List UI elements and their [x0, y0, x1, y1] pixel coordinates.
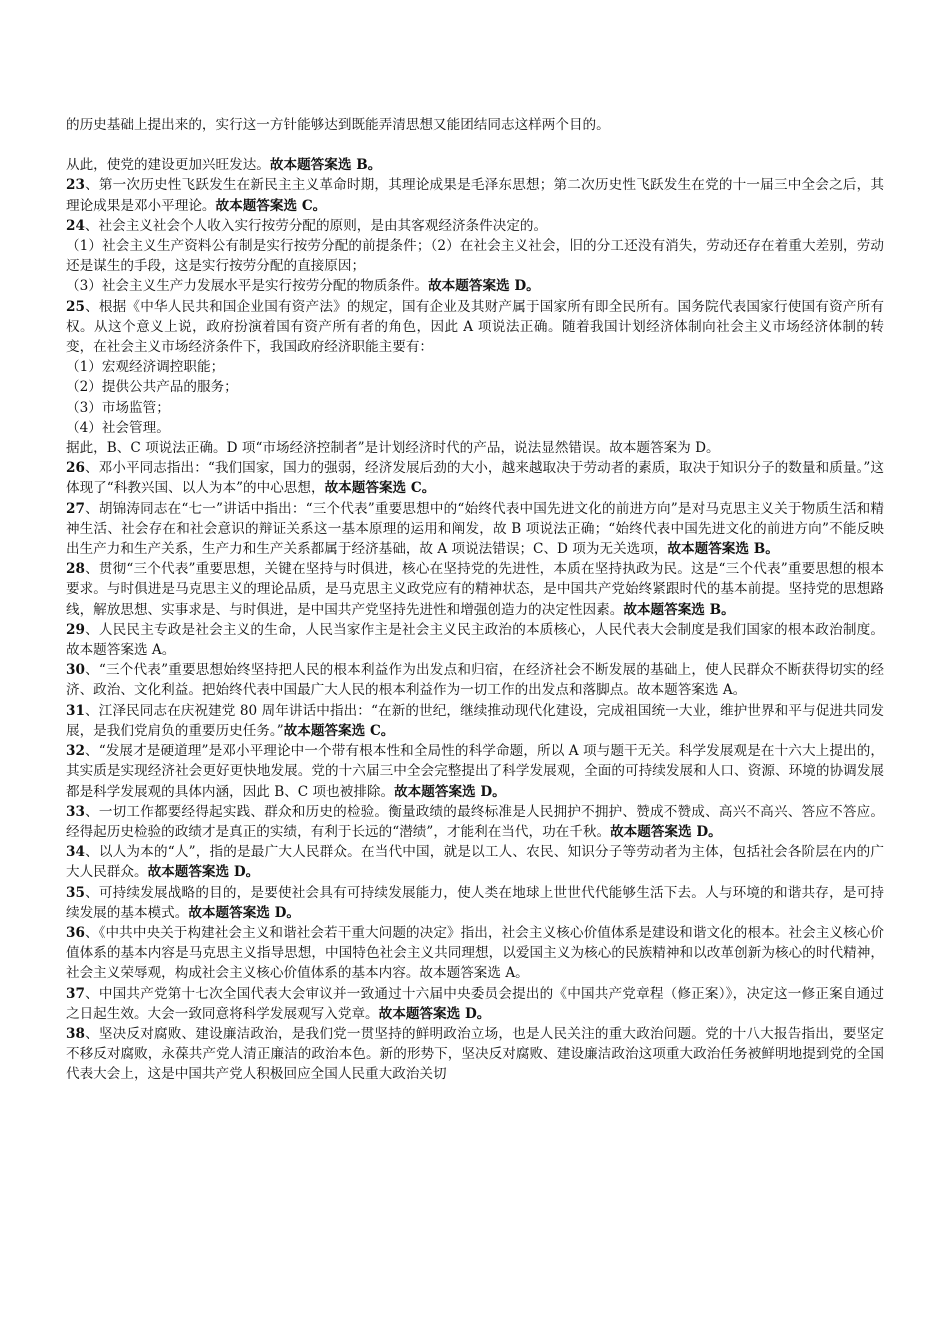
document-page: [66, 115, 884, 1085]
question-32: 32、“发展才是硬道理”是邓小平理论中一个带有根本性和全局性的科学命题，所以 A 项与题干无关。科学发展观是在十六大上提出的，其实质是实现经济社会更好更快地发展。党的十六届三中全会完整提出了科学发展观，全面的可持续发展和人口、资源、环境的协调发展都是科学发展观的具体内涵，因此 B、C 项也被排除。故本题答案选 D。: [66, 743, 884, 800]
question-number: 37: [66, 985, 85, 1002]
question-25-conclusion: 据此，B、C 项说法正确。D 项“市场经济控制者”是计划经济时代的产品，说法显然错误。故本题答案为 D。: [66, 440, 720, 457]
question-number: 26: [66, 460, 85, 477]
answer-text: 故本题答案选 D。: [147, 864, 260, 881]
answer-text: 故本题答案选 D。: [188, 904, 301, 921]
intro-line: 的历史基础上提出来的，实行这一方针能够达到既能弄清思想又能团结同志这样两个目的。: [66, 117, 610, 133]
question-24: 24、社会主义社会个人收入实行按劳分配的原则，是由其客观经济条件决定的。: [66, 217, 548, 234]
question-23: 23、第一次历史性飞跃发生在新民主主义革命时期，其理论成果是毛泽东思想；第二次历史性飞跃发生在党的十一届三中全会之后，其理论成果是邓小平理论。故本题答案选 C。: [66, 177, 884, 214]
question-25: 25、根据《中华人民共和国企业国有资产法》的规定，国有企业及其财产属于国家所有即全民所有。国务院代表国家行使国有资产所有权。从这个意义上说，政府扮演着国有资产所有者的角色，因此 A 项说法正确。随着我国计划经济体制向社会主义市场经济体制的转变，在社会主义市场经济条件下，我国政府经济职能主要有：: [66, 298, 884, 356]
answer-text: 故本题答案选 C。: [324, 480, 436, 497]
question-34: 34、以人为本的“人”，指的是最广大人民群众。在当代中国，就是以工人、农民、知识分子等劳动者为主体，包括社会各阶层在内的广大人民群众。故本题答案选 D。: [66, 844, 884, 881]
question-number: 30: [66, 662, 85, 679]
question-35: 35、可持续发展战略的目的，是要使社会具有可持续发展能力，使人类在地球上世世代代能够生活下去。人与环境的和谐共存，是可持续发展的基本模式。故本题答案选 D。: [66, 884, 884, 921]
question-number: 29: [66, 621, 85, 638]
answer-text: 故本题答案选 B。: [623, 601, 735, 618]
answer-text: 故本题答案选 B。: [269, 157, 382, 174]
question-29: 29、人民民主专政是社会主义的生命，人民当家作主是社会主义民主政治的本质核心，人民代表大会制度是我们国家的根本政治制度。故本题答案选 A。: [66, 621, 884, 659]
question-number: 23: [66, 177, 85, 194]
answer-text: 故本题答案选 C。: [215, 197, 327, 214]
question-27: 27、胡锦涛同志在“七一”讲话中指出：“三个代表”重要思想中的“始终代表中国先进文化的前进方向”是对马克思主义关于物质生活和精神生活、社会存在和社会意识的辩证关系这一基本原理的运用和阐发，故 B 项说法正确；“始终代表中国先进文化的前进方向”不能反映出生产力和生产关系，生产力和生产关系都属于经济基础，故 A 项说法错误；C、D 项为无关选项，故本题答案选 B。: [66, 500, 884, 558]
question-number: 33: [66, 803, 85, 820]
blank-line: [66, 135, 884, 155]
question-33: 33、一切工作都要经得起实践、群众和历史的检验。衡量政绩的最终标准是人民拥护不拥护、赞成不赞成、高兴不高兴、答应不答应。经得起历史检验的政绩才是真正的实绩，有利于长远的“潜绩”，才能利在当代，功在千秋。故本题答案选 D。: [66, 803, 884, 840]
question-number: 31: [66, 702, 85, 719]
answer-text: 故本题答案选 D。: [378, 1005, 491, 1022]
question-number: 34: [66, 844, 85, 861]
question-24-item: （1）社会主义生产资料公有制是实行按劳分配的前提条件；（2）在社会主义社会，旧的分工还没有消失，劳动还存在着重大差别，劳动还是谋生的手段，这是实行按劳分配的直接原因；: [66, 238, 884, 275]
question-31: 31、江泽民同志在庆祝建党 80 周年讲话中指出：“在新的世纪，继续推动现代化建设，完成祖国统一大业，维护世界和平与促进共同发展，是我们党肩负的重要历史任务。”故本题答案选 C。: [66, 702, 884, 739]
question-38: 38、坚决反对腐败、建设廉洁政治，是我们党一贯坚持的鲜明政治立场，也是人民关注的重大政治问题。党的十八大报告指出，要坚定不移反对腐败，永葆共产党人清正廉洁的政治本色。新的形势下，坚决反对腐败、建设廉洁政治这项重大政治任务被鲜明地提到党的全国代表大会上，这是中国共产党人积极回应全国人民重大政治关切: [66, 1025, 884, 1083]
question-26: 26、邓小平同志指出：“我们国家，国力的强弱，经济发展后劲的大小，越来越取决于劳动者的素质，取决于知识分子的数量和质量。”这体现了“科教兴国、以人为本”的中心思想，故本题答案选 C。: [66, 460, 884, 497]
question-number: 28: [66, 561, 85, 578]
question-number: 24: [66, 217, 85, 234]
question-25-item: （1）宏观经济调控职能；: [66, 359, 225, 376]
answer-text: 故本题答案选 C。: [283, 722, 395, 739]
question-number: 27: [66, 500, 85, 517]
question-number: 35: [66, 884, 85, 901]
question-number: 36: [66, 924, 85, 941]
answer-text: 故本题答案选 B。: [667, 541, 779, 558]
question-36: 36、《中共中央关于构建社会主义和谐社会若干重大问题的决定》指出，社会主义核心价值体系是建设和谐文化的根本。社会主义核心价值体系的基本内容是马克思主义指导思想，中国特色社会主义共同理想，以爱国主义为核心的民族精神和以改革创新为核心的时代精神，社会主义荣辱观，构成社会主义核心价值体系的基本内容。故本题答案选 A。: [66, 924, 884, 982]
question-number: 25: [66, 298, 85, 315]
answer-text: 故本题答案选 D。: [394, 783, 506, 800]
question-number: 38: [66, 1025, 85, 1042]
intro-conclusion: 从此，使党的建设更加兴旺发达。故本题答案选 B。: [66, 157, 382, 174]
question-25-item: （4）社会管理。: [66, 419, 170, 436]
question-25-item: （3）市场监管；: [66, 399, 170, 416]
question-28: 28、贯彻“三个代表”重要思想，关键在坚持与时俱进，核心在坚持党的先进性，本质在坚持执政为民。这是“三个代表”重要思想的根本要求。与时俱进是马克思主义的理论品质，是马克思主义政党应有的精神状态，是中国共产党始终紧跟时代的基本前提。坚持党的思想路线，解放思想、实事求是、与时俱进，是中国共产党坚持先进性和增强创造力的决定性因素。故本题答案选 B。: [66, 561, 884, 618]
question-25-item: （2）提供公共产品的服务；: [66, 379, 238, 396]
question-37: 37、中国共产党第十七次全国代表大会审议并一致通过十六届中央委员会提出的《中国共产党章程（修正案）》，决定这一修正案自通过之日起生效。大会一致同意将科学发展观写入党章。故本题答案选 D。: [66, 985, 884, 1022]
question-24-item: （3）社会主义生产力发展水平是实行按劳分配的物质条件。故本题答案选 D。: [66, 278, 540, 295]
question-number: 32: [66, 743, 85, 760]
answer-text: 故本题答案选 D。: [610, 823, 722, 840]
question-30: 30、“三个代表”重要思想始终坚持把人民的根本利益作为出发点和归宿，在经济社会不断发展的基础上，使人民群众不断获得切实的经济、政治、文化利益。把始终代表中国最广大人民的根本利益作为一切工作的出发点和落脚点。故本题答案选 A。: [66, 662, 884, 699]
answer-text: 故本题答案选 D。: [428, 278, 540, 295]
